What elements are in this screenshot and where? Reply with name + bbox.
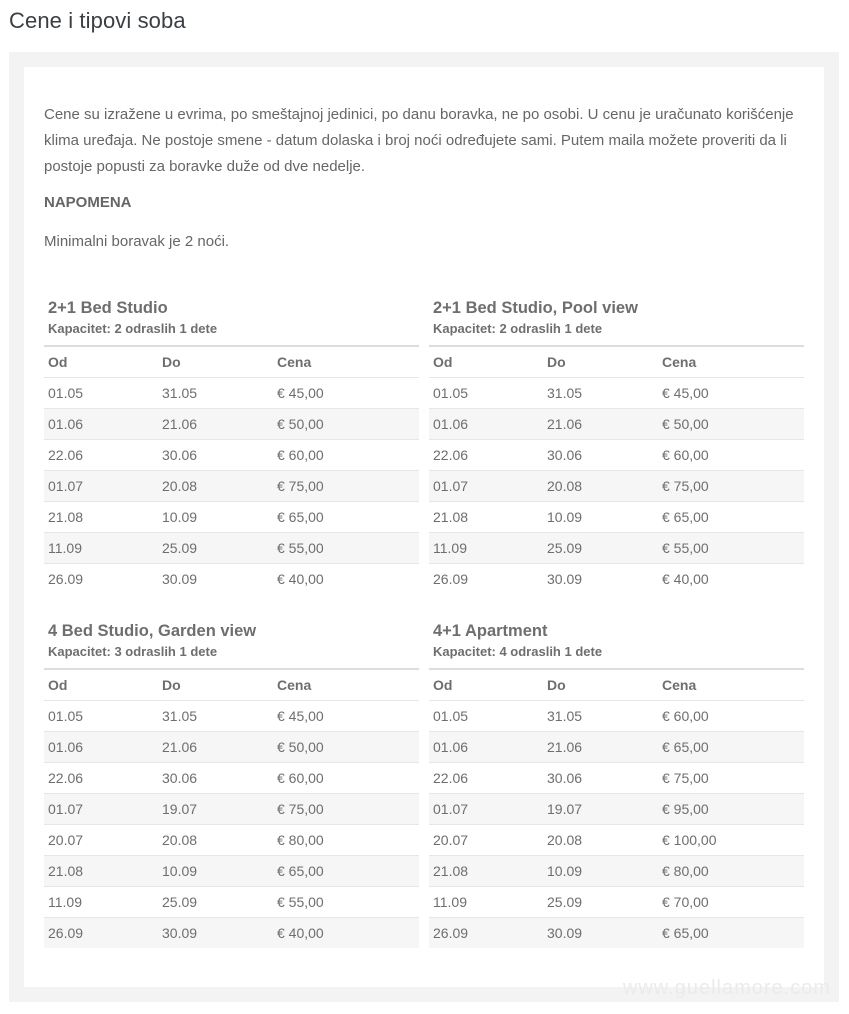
table-row [429,533,804,564]
table-cell: 26.09 [429,918,543,949]
page-title: Cene i tipovi soba [9,8,186,33]
table-cell: € 65,00 [273,856,419,887]
column-header: Do [158,669,273,701]
table-cell: € 45,00 [658,378,804,409]
room-2-1-bed-studio-pool-view [429,297,804,594]
table-cell: 31.05 [158,701,273,732]
table-header-row [429,669,804,701]
table-header-row [44,669,419,701]
table-cell: € 75,00 [273,794,419,825]
table-cell: 30.06 [158,763,273,794]
table-cell: 22.06 [429,763,543,794]
table-cell: 20.07 [429,825,543,856]
table-cell: 25.09 [543,533,658,564]
price-table [44,668,419,948]
table-cell: 21.08 [44,502,158,533]
table-cell: 30.09 [162,571,198,587]
column-header: Od [44,346,158,378]
room-2-1-bed-studio [44,297,419,594]
room-4-1-apartment [429,620,804,948]
table-cell: 10.09 [158,856,273,887]
table-cell: 01.07 [44,794,158,825]
table-cell: 21.08 [44,856,158,887]
table-cell: 10.09 [543,856,658,887]
table-cell: 20.08 [543,471,658,502]
table-cell: 21.06 [158,732,273,763]
table-cell: € 60,00 [658,440,804,471]
column-header: Do [543,669,658,701]
table-row [44,378,419,409]
table-cell: € 40,00 [662,571,709,587]
table-cell: € 65,00 [658,502,804,533]
table-row [44,409,419,440]
table-row [44,918,419,949]
room-name: 2+1 Bed Studio, Pool view [433,299,638,317]
room-capacity: Kapacitet: 2 odraslih 1 dete [433,321,603,336]
table-row [44,502,419,533]
table-cell: 19.07 [543,794,658,825]
table-cell: € 75,00 [658,763,804,794]
table-cell: € 80,00 [273,825,419,856]
table-row [44,763,419,794]
table-cell: 11.09 [44,533,158,564]
table-cell: 22.06 [44,763,158,794]
table-row [429,471,804,502]
table-cell: 25.09 [158,533,273,564]
table-row [429,701,804,732]
room-name: 4 Bed Studio, Garden view [48,622,257,640]
table-cell: 01.05 [429,701,543,732]
table-cell: 26.09 [44,918,158,949]
table-cell: 01.07 [429,794,543,825]
room-4-bed-studio-garden-view [44,620,419,948]
table-cell: 20.08 [158,825,273,856]
table-row [429,794,804,825]
column-header: Cena [658,669,804,701]
table-row [44,564,419,595]
table-cell: 01.06 [44,732,158,763]
table-cell: 01.06 [429,732,543,763]
table-cell: € 65,00 [658,732,804,763]
table-cell: 26.09 [433,571,469,587]
table-cell: 01.06 [429,409,543,440]
table-cell: € 50,00 [273,732,419,763]
table-cell: 26.09 [48,571,84,587]
table-cell: € 65,00 [658,918,804,949]
column-header: Do [543,346,658,378]
room-capacity: Kapacitet: 4 odraslih 1 dete [433,644,603,659]
table-cell: € 45,00 [273,701,419,732]
table-cell: € 65,00 [273,502,419,533]
table-cell: 21.06 [543,732,658,763]
table-row [44,732,419,763]
table-cell: 01.07 [429,471,543,502]
note-text: Minimalni boravak je 2 noći. [44,233,230,250]
table-header-row [429,346,804,378]
table-cell: € 40,00 [277,571,324,587]
column-header: Od [429,346,543,378]
table-row [429,887,804,918]
table-cell: 11.09 [429,533,543,564]
table-cell: 10.09 [158,502,273,533]
table-cell: 01.06 [44,409,158,440]
table-row [429,763,804,794]
note-heading: NAPOMENA [44,194,132,211]
table-cell: 11.09 [44,887,158,918]
table-cell: € 55,00 [658,533,804,564]
table-cell: 30.09 [547,571,583,587]
table-cell: 21.08 [429,856,543,887]
table-row [429,856,804,887]
table-row [429,918,804,949]
table-cell: 31.05 [543,378,658,409]
column-header: Od [429,669,543,701]
table-cell: € 55,00 [273,887,419,918]
column-header: Od [44,669,158,701]
table-row [429,825,804,856]
table-row [44,701,419,732]
table-row [44,440,419,471]
table-cell: € 50,00 [658,409,804,440]
table-cell: € 45,00 [273,378,419,409]
table-row [429,378,804,409]
table-cell: € 60,00 [658,701,804,732]
table-cell: € 40,00 [273,918,419,949]
table-row [44,794,419,825]
table-cell: 21.08 [429,502,543,533]
table-cell: € 70,00 [658,887,804,918]
table-cell: € 55,00 [273,533,419,564]
table-cell: 25.09 [158,887,273,918]
table-cell: € 75,00 [273,471,419,502]
table-row [44,533,419,564]
table-cell: 01.07 [44,471,158,502]
table-cell: 19.07 [158,794,273,825]
price-table [44,345,419,594]
price-table [429,345,804,594]
column-header: Do [158,346,273,378]
table-row [429,502,804,533]
table-cell: € 60,00 [273,440,419,471]
table-cell: 01.05 [44,378,158,409]
table-row [429,409,804,440]
table-cell: 30.06 [543,440,658,471]
table-cell: 30.06 [158,440,273,471]
room-capacity: Kapacitet: 2 odraslih 1 dete [48,321,218,336]
table-cell: 21.06 [158,409,273,440]
table-cell: 20.07 [44,825,158,856]
table-cell: 10.09 [543,502,658,533]
table-row [44,856,419,887]
table-cell: 30.09 [543,918,658,949]
table-cell: 31.05 [158,378,273,409]
table-cell: 25.09 [543,887,658,918]
table-cell: 11.09 [429,887,543,918]
table-header-row [44,346,419,378]
table-cell: 22.06 [429,440,543,471]
price-table [429,668,804,948]
content-panel [9,52,839,1002]
table-cell: 30.09 [158,918,273,949]
table-cell: 20.08 [543,825,658,856]
table-row [429,440,804,471]
table-cell: € 80,00 [658,856,804,887]
table-cell: € 100,00 [658,825,804,856]
table-row [429,564,804,595]
column-header: Cena [658,346,804,378]
room-name: 2+1 Bed Studio [48,299,168,317]
table-cell: 22.06 [44,440,158,471]
table-cell: € 60,00 [273,763,419,794]
table-cell: 01.05 [44,701,158,732]
table-cell: 31.05 [543,701,658,732]
table-cell: € 95,00 [658,794,804,825]
column-header: Cena [273,669,419,701]
table-cell: € 75,00 [658,471,804,502]
table-row [44,887,419,918]
column-header: Cena [273,346,419,378]
watermark: www.guellamore.com [622,977,831,999]
room-capacity: Kapacitet: 3 odraslih 1 dete [48,644,218,659]
intro-text: Cene su izražene u evrima, po smeštajnoj jedinici, po danu boravka, ne po osobi. U cenu je uračunato korišćenje klima uređaja. Ne postoje smene - datum dolaska i broj noći određujete sami. Putem maila možete proveriti da li postoje popusti za boravke duže od dve nedelje. [44,106,794,175]
table-cell: 20.08 [158,471,273,502]
table-row [44,825,419,856]
table-cell: 01.05 [429,378,543,409]
room-name: 4+1 Apartment [433,622,548,640]
table-cell: € 50,00 [273,409,419,440]
content-card [24,67,824,987]
table-row [429,732,804,763]
table-cell: 30.06 [543,763,658,794]
table-row [44,471,419,502]
table-cell: 21.06 [543,409,658,440]
